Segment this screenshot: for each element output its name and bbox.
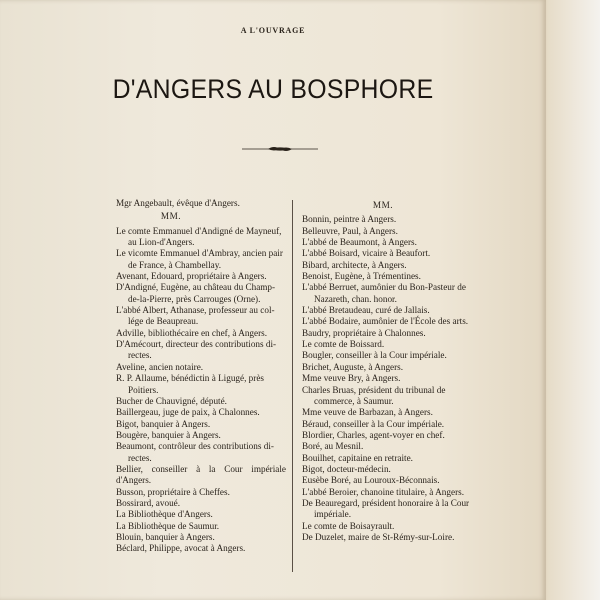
book-page-edges xyxy=(538,0,600,600)
list-item xyxy=(116,328,286,339)
entry-line: L'abbé Beroier, chanoine titulaire, à Angers. xyxy=(302,486,465,497)
entry-line: Béraud, conseiller à la Cour impériale. xyxy=(302,418,445,429)
entry-continuation: de France, à Chambellay. xyxy=(128,259,222,270)
list-item xyxy=(302,362,472,373)
list-item xyxy=(116,248,286,271)
list-item xyxy=(116,339,286,362)
entry-line: Bigot, docteur-médecin. xyxy=(302,463,391,474)
list-item xyxy=(302,260,472,271)
entry-line: L'abbé Bretaudeau, curé de Jallais. xyxy=(302,305,430,316)
list-item xyxy=(302,350,472,361)
entry-line: Le comte Emmanuel d'Andigné de Mayneuf, xyxy=(116,225,282,236)
entry-line: Busson, propriétaire à Cheffes. xyxy=(116,486,230,497)
list-item xyxy=(302,532,472,543)
list-item xyxy=(116,373,286,396)
ornament-rule-icon xyxy=(242,145,318,153)
entry-line: L'abbé Albert, Athanase, professeur au col- xyxy=(116,305,275,316)
list-item xyxy=(302,214,472,225)
entry-line: Bibard, architecte, à Angers. xyxy=(302,259,407,270)
entry-line: Mme veuve de Barbazan, à Angers. xyxy=(302,407,433,418)
entry-line: Bougler, conseiller à la Cour impériale. xyxy=(302,350,447,361)
list-item xyxy=(116,498,286,509)
entry-continuation: rectes. xyxy=(128,452,152,463)
list-item xyxy=(302,328,472,339)
entry-line: L'abbé Bodaire, aumônier de l'École des arts. xyxy=(302,316,469,327)
list-item xyxy=(302,407,472,418)
list-item xyxy=(302,373,472,384)
entry-line: De Duzelet, maire de St-Rémy-sur-Loire. xyxy=(302,531,455,542)
entry-continuation: lége de Beaupreau. xyxy=(128,316,199,327)
dedication-line: A L'OUVRAGE xyxy=(240,26,306,35)
entry-line: Beaumont, contrôleur des contributions di- xyxy=(116,441,274,452)
entry-line: L'abbé de Beaumont, à Angers. xyxy=(302,237,417,248)
entry-line: Belleuvre, Paul, à Angers. xyxy=(302,225,398,236)
list-item xyxy=(302,305,472,316)
column-divider xyxy=(292,200,293,572)
list-item xyxy=(302,487,472,498)
list-item xyxy=(116,532,286,543)
page-title: D'ANGERS AU BOSPHORE xyxy=(112,74,434,104)
entry-continuation: au Lion-d'Angers. xyxy=(128,237,195,248)
entry-line: Eusèbe Boré, au Louroux-Béconnais. xyxy=(302,475,440,486)
mm-heading-left: MM. xyxy=(160,211,182,222)
list-item xyxy=(302,475,472,486)
mm-heading-right: MM. xyxy=(372,200,394,210)
entry-line: L'abbé Boisard, vicaire à Beaufort. xyxy=(302,248,431,259)
entry-line: La Bibliothèque de Saumur. xyxy=(116,520,220,531)
list-item xyxy=(116,226,286,249)
list-item-first: Mgr Angebault, évêque d'Angers. xyxy=(116,198,240,208)
list-item xyxy=(116,362,286,373)
list-item xyxy=(116,509,286,520)
list-item xyxy=(302,226,472,237)
list-item xyxy=(116,441,286,464)
list-item xyxy=(302,282,472,305)
list-item xyxy=(302,339,472,350)
list-item xyxy=(116,430,286,441)
entry-line: De Beauregard, président honoraire à la Cour xyxy=(302,497,470,508)
list-item xyxy=(116,282,286,305)
list-item xyxy=(116,464,286,487)
list-item xyxy=(302,430,472,441)
list-item xyxy=(302,271,472,282)
entry-line: Brichet, Auguste, à Angers. xyxy=(302,361,404,372)
entry-continuation: Nazareth, chan. honor. xyxy=(314,293,397,304)
list-item xyxy=(116,305,286,328)
entry-line: Bouilhet, capitaine en retraite. xyxy=(302,452,413,463)
entry-line: Le comte de Boisayrault. xyxy=(302,520,395,531)
entry-line: Charles Bruas, président du tribunal de xyxy=(302,384,446,395)
list-item xyxy=(302,498,472,521)
entry-line: Blouin, banquier à Angers. xyxy=(116,531,215,542)
entries-left xyxy=(116,226,286,555)
entry-line: Le vicomte Emmanuel d'Ambray, ancien pair xyxy=(116,248,283,259)
list-item xyxy=(302,237,472,248)
entry-line: Bossirard, avoué. xyxy=(116,497,181,508)
entry-line: Bigot, banquier à Angers. xyxy=(116,418,211,429)
list-item xyxy=(302,385,472,408)
entry-continuation: impériale. xyxy=(314,509,351,520)
list-item xyxy=(116,419,286,430)
entry-line: Benoist, Eugène, à Trémentines. xyxy=(302,271,421,282)
list-item xyxy=(116,396,286,407)
entry-line: L'abbé Berruet, aumônier du Bon-Pasteur de xyxy=(302,282,466,293)
entry-line: D'Amécourt, directeur des contributions di- xyxy=(116,339,277,350)
list-item xyxy=(116,521,286,532)
entry-continuation: de-la-Pierre, près Carrouges (Orne). xyxy=(128,293,261,304)
subscriber-list-right xyxy=(302,198,472,543)
entry-continuation: Poitiers. xyxy=(128,384,159,395)
entry-line: Bellier, conseiller à la Cour impériale d'Angers. xyxy=(116,463,286,486)
entry-line: Le comte de Boissard. xyxy=(302,339,385,350)
entry-line: Avenant, Edouard, propriétaire à Angers. xyxy=(116,271,267,282)
entry-line: Baillergeau, juge de paix, à Chalonnes. xyxy=(116,407,260,418)
entry-line: R. P. Allaume, bénédictin à Ligugé, près xyxy=(116,373,264,384)
entry-line: Bonnin, peintre à Angers. xyxy=(302,214,397,225)
list-item xyxy=(116,271,286,282)
entry-line: Boré, au Mesnil. xyxy=(302,441,364,452)
entry-line: Baudry, propriétaire à Chalonnes. xyxy=(302,327,426,338)
entry-line: La Bibliothèque d'Angers. xyxy=(116,509,213,520)
entries-right xyxy=(302,214,472,543)
list-item xyxy=(302,453,472,464)
entry-line: D'Andigné, Eugène, au château du Champ- xyxy=(116,282,276,293)
list-item xyxy=(302,464,472,475)
subscriber-list-left xyxy=(116,198,286,555)
list-item xyxy=(302,521,472,532)
entry-line: Bucher de Chauvigné, député. xyxy=(116,395,227,406)
entry-continuation: rectes. xyxy=(128,350,152,361)
list-item xyxy=(116,543,286,554)
list-item xyxy=(116,407,286,418)
entry-line: Aveline, ancien notaire. xyxy=(116,361,204,372)
list-item xyxy=(302,419,472,430)
entry-line: Bougère, banquier à Angers. xyxy=(116,429,221,440)
entry-continuation: commerce, à Saumur. xyxy=(314,395,394,406)
entry-line: Mme veuve Bry, à Angers. xyxy=(302,373,401,384)
list-item xyxy=(302,316,472,327)
entry-line: Blordier, Charles, agent-voyer en chef. xyxy=(302,429,445,440)
list-item xyxy=(116,487,286,498)
entry-line: Béclard, Philippe, avocat à Angers. xyxy=(116,543,246,554)
entry-line: Adville, bibliothécaire en chef, à Angers. xyxy=(116,327,268,338)
list-item xyxy=(302,441,472,452)
list-item xyxy=(302,248,472,259)
